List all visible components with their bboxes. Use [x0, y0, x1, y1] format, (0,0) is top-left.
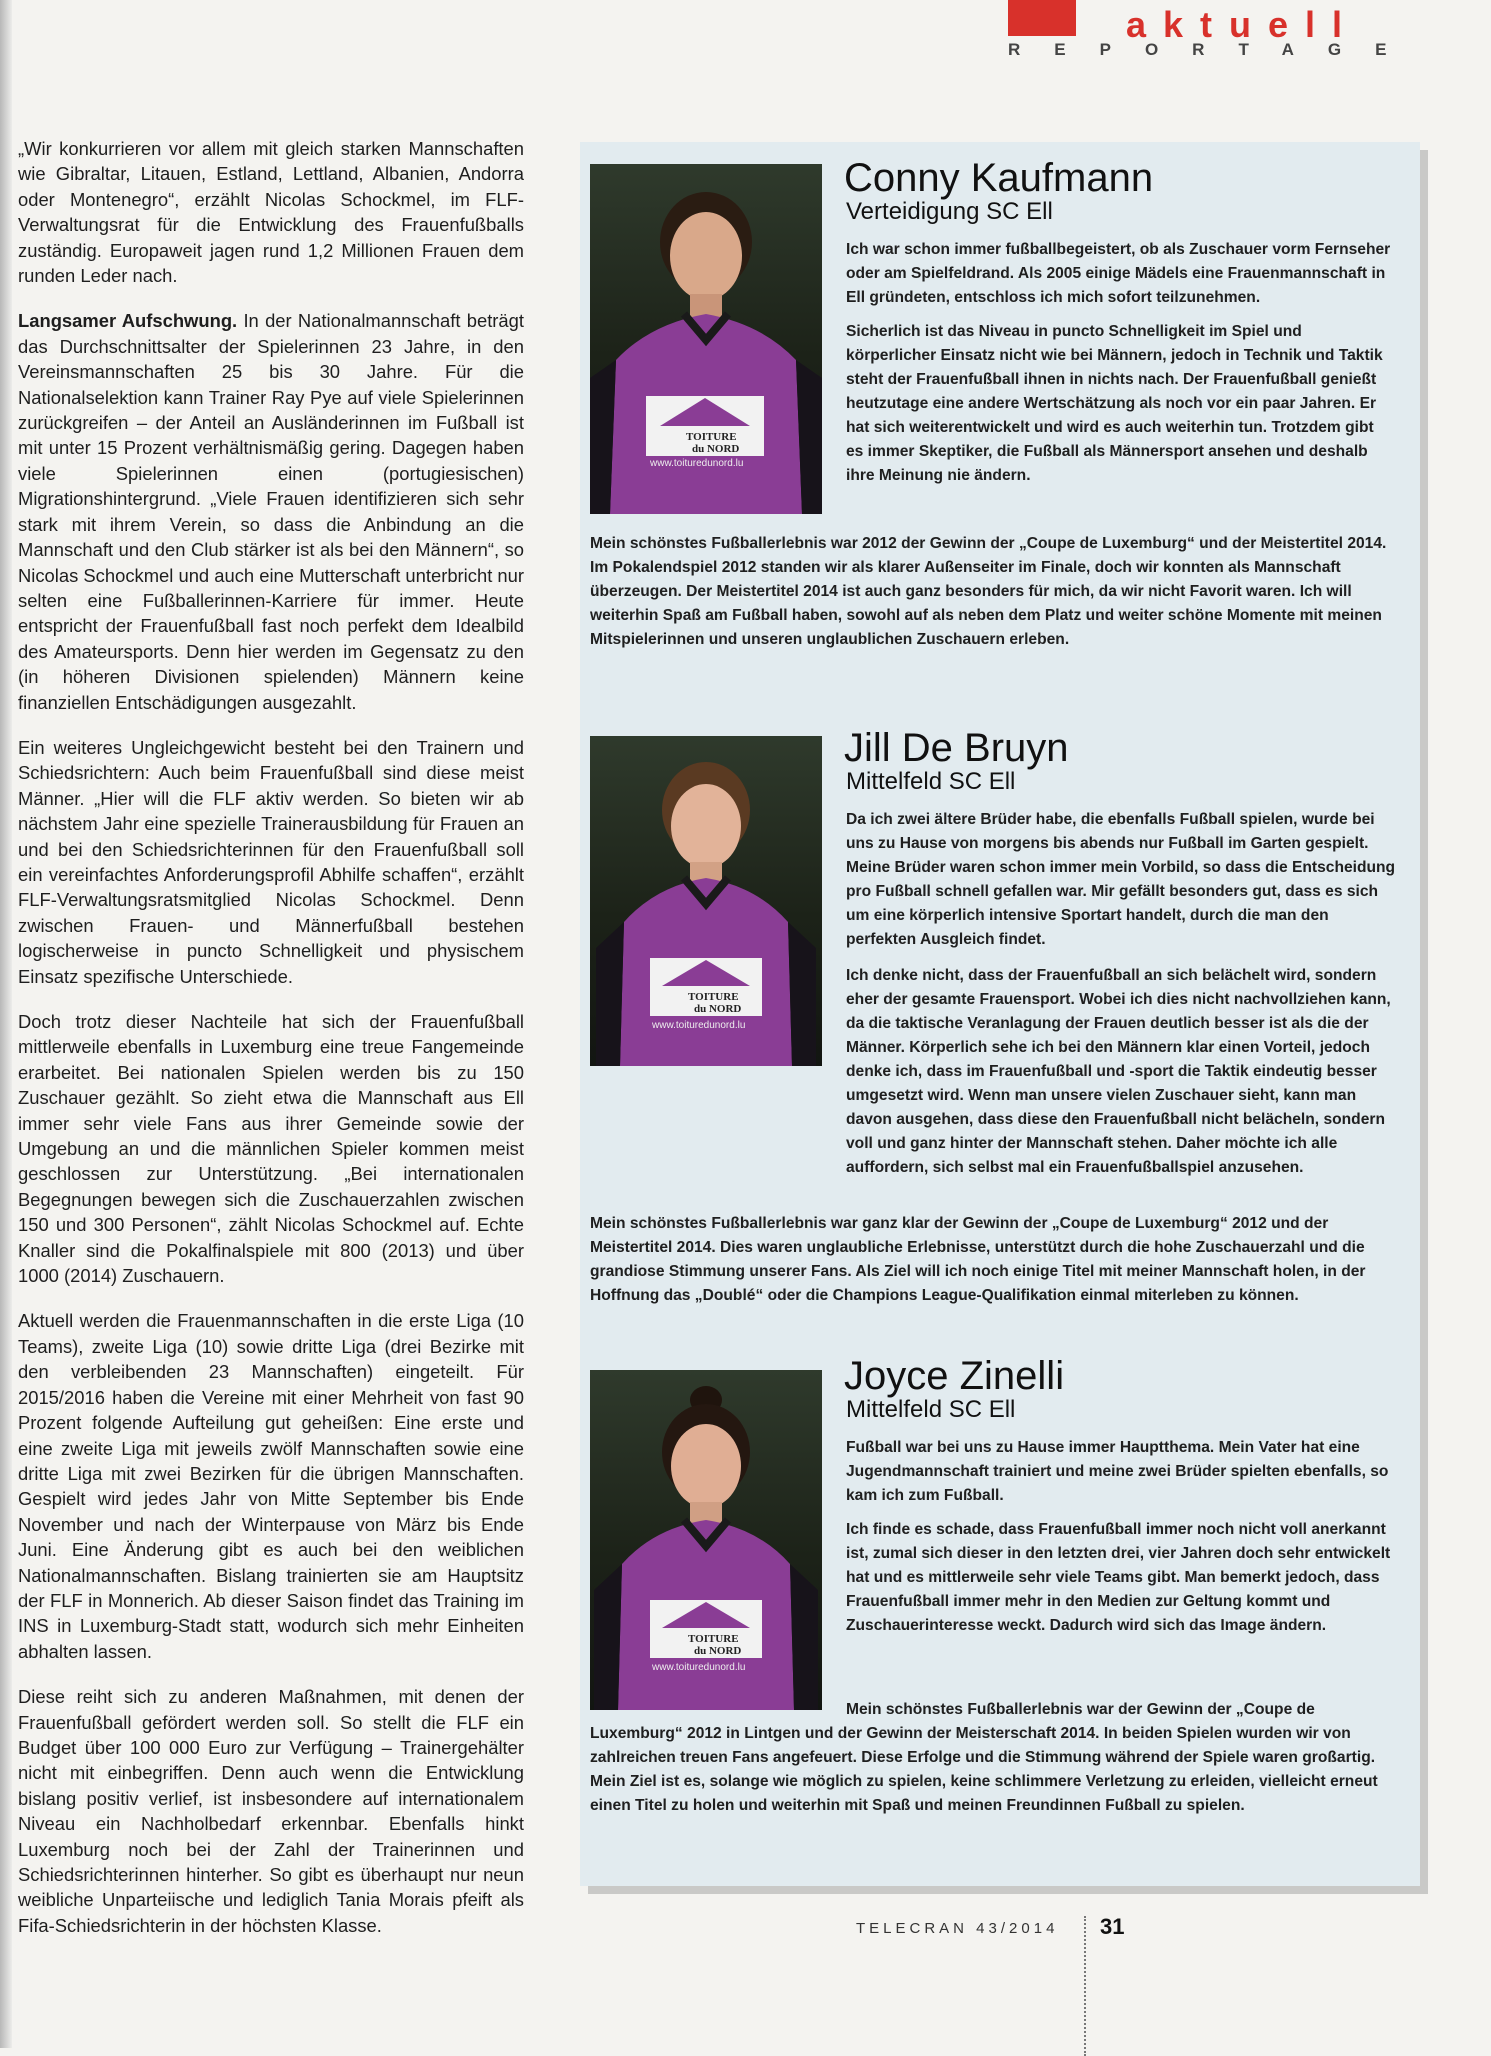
- profile-text-bottom: [590, 532, 1408, 662]
- paragraph-text: Doch trotz dieser Nachteile hat sich der Frauenfußball mittlerweile ebenfalls in Luxemburg eine treue Fangemeinde erarbeitet. Bei nationalen Spielen werden bis zu 150 Zuschauer gezählt. So zieht etwa die Mannschaft aus Ell immer sehr viele Fans aus ihrer Gemeinde sowie der Umgebung an und die männlichen Spieler kommen meist geschlossen zur Unterstützung. „Bei internationalen Begegnungen bewegen sich die Zuschauerzahlen zwischen 150 und 300 Personen“, zählt Nicolas Schockmel auf. Echte Knaller sind die Pokalfinalspiele mit 800 (2013) und über 1000 (2014) Zuschauern.: [18, 1011, 524, 1287]
- profile-paragraph: Fußball war bei uns zu Hause immer Hauptthema. Mein Vater hat eine Jugendmannschaft trainiert und meine zwei Brüder spielten ebenfalls, so kam ich zum Fußball.: [846, 1439, 1389, 1504]
- article-paragraph: [18, 308, 524, 715]
- paragraph-text: „Wir konkurrieren vor allem mit gleich starken Mannschaften wie Gibraltar, Litauen, Estland, Lettland, Albanien, Andorra oder Montenegro“, erzählt Nicolas Schockmel, im FLF-Verwaltungsrat für die Entwicklung des Frauenfußballs zuständig. Europaweit jagen rund 1,2 Millionen Frauen dem runden Leder nach.: [18, 138, 524, 287]
- profile-paragraph: Ich war schon immer fußballbegeistert, ob als Zuschauer vorm Fernseher oder am Spielfeldrand. Als 2005 einige Mädels eine Frauenmannschaft in Ell gründeten, entschloss ich mich sofort teilzunehmen.: [846, 241, 1391, 306]
- profile-paragraph: Ich finde es schade, dass Frauenfußball immer noch nicht voll anerkannt ist, zumal sich dieser in den letzten drei, vier Jahren doch sehr entwickelt hat und es mittlerweile sehr viele Teams gibt. Man bemerkt jedoch, dass Frauenfußball immer mehr in den Medien zur Geltung kommt und Zuschauerinteresse weckt. Dadurch wird sich das Image ändern.: [846, 1521, 1391, 1634]
- profile-paragraph: Mein schönstes Fußballerlebnis war ganz klar der Gewinn der „Coupe de Luxemburg“ 2012 und der Meistertitel 2014. Dies waren unglaubliche Erlebnisse, unterstützt durch die hohe Zuschauerzahl und die grandiose Stimmung unserer Fans. Als Ziel will ich noch einige Titel mit meiner Mannschaft holen, in der Hoffnung das „Doublé“ oder die Champions League-Qualifikation einmal miterleben zu können.: [590, 1215, 1366, 1304]
- profile-text-bottom: [590, 1698, 1408, 1828]
- paragraph-text: Aktuell werden die Frauenmannschaften in die erste Liga (10 Teams), zweite Liga (10) sowie dritte Liga (drei Bezirke mit den verbleibenden 23 Mannschaften) eingeteilt. Für 2015/2016 haben die Vereine mit einer Mehrheit von fast 90 Prozent folgende Aufteilung gut geheißen: Eine erste und eine zweite Liga mit jeweils zwölf Mannschaften sowie eine dritte Liga mit zwei Bezirken für die übrigen Mannschaften. Gespielt wird jedes Jahr von Mitte September bis Ende November und nach der Winterpause von März bis Ende Juni. Eine Änderung gibt es auch bei den weiblichen Nationalmannschaften. Bislang trainierten sie am Hauptsitz der FLF in Monnerich. Ab dieser Saison findet das Training im INS in Luxemburg-Stadt statt, wodurch sich mehr Einheiten abhalten lassen.: [18, 1310, 524, 1662]
- section-title: aktuell: [1126, 4, 1360, 45]
- player-role: Verteidigung SC Ell: [846, 198, 1053, 225]
- player-photo-illustration: [590, 164, 822, 514]
- sponsor-line2: du NORD: [694, 1003, 742, 1015]
- player-photo: [590, 736, 822, 1066]
- article-paragraph: [18, 136, 524, 288]
- sponsor-url: www.toituredunord.lu: [650, 458, 744, 469]
- section-color-block: [1008, 0, 1076, 36]
- player-role: Mittelfeld SC Ell: [846, 768, 1016, 795]
- footer-divider: [1084, 1916, 1086, 2056]
- player-name: Jill De Bruyn: [844, 726, 1069, 770]
- page-spine-shadow: [0, 0, 12, 2048]
- player-name: Conny Kaufmann: [844, 156, 1154, 200]
- page-number: 31: [1100, 1914, 1125, 1939]
- profile-text-middle: [846, 964, 1400, 1190]
- sponsor-line1: TOITURE: [688, 991, 739, 1003]
- profile-text-top: [846, 1436, 1400, 1648]
- paragraph-lead: Langsamer Aufschwung.: [18, 310, 238, 332]
- profile-text-top: [846, 238, 1394, 498]
- player-photo-illustration: [590, 1370, 822, 1710]
- profile-paragraph: Mein schönstes Fußballerlebnis war 2012 der Gewinn der „Coupe de Luxemburg“ und der Meistertitel 2014. Im Pokalendspiel 2012 standen wir als klarer Außenseiter im Finale, doch wir konnten als Mannschaft überzeugen. Der Meistertitel 2014 ist auch ganz besonders für mich, da wir nicht Favorit waren. Ich will weiterhin Spaß am Fußball haben, sowohl auf als neben dem Platz und weiter schöne Momente mit meinen Mitspielerinnen und unseren unglaublichen Zuschauern erleben.: [590, 535, 1387, 648]
- player-profiles-box: [580, 142, 1420, 1886]
- sponsor-line1: TOITURE: [686, 431, 737, 443]
- player-photo: [590, 164, 822, 514]
- sponsor-url: www.toituredunord.lu: [652, 1020, 746, 1031]
- magazine-issue: TELECRAN 43/2014: [856, 1920, 1059, 1937]
- sponsor-line2: du NORD: [692, 443, 740, 455]
- page-footer: [856, 1914, 1416, 1954]
- sponsor-line1: TOITURE: [688, 1633, 739, 1645]
- paragraph-text: In der Nationalmannschaft beträgt das Durchschnittsalter der Spielerinnen 23 Jahre, in den Vereinsmannschaften 25 bis 30 Jahre. Für die Nationalselektion kann Trainer Ray Pye auf viele Spielerinnen zurückgreifen – der Anteil an Ausländerinnen im Fußball ist mit unter 15 Prozent verhältnismäßig gering. Dagegen haben viele Spielerinnen einen (portugiesischen) Migrationshintergrund. „Viele Frauen identifizieren sich sehr stark mit ihrem Verein, so dass die Anbindung an die Mannschaft und den Club stärker ist als bei den Männern“, so Nicolas Schockmel und auch eine Mutterschaft unterbricht nur selten eine Fußballerinnen-Karriere für immer. Heute entspricht der Frauenfußball fast noch perfekt dem Idealbild des Amateursports. Denn hier werden im Gegensatz zu den (in höheren Divisionen spielenden) Männern keine finanziellen Entschädigungen ausgezahlt.: [18, 310, 525, 713]
- profile-paragraph: Sicherlich ist das Niveau in puncto Schnelligkeit im Spiel und körperlicher Einsatz nicht wie bei Männern, jedoch in Technik und Taktik steht der Frauenfußball ihnen in nichts nach. Der Frauenfußball genießt heutzutage eine andere Wertschätzung als noch vor ein paar Jahren. Er hat sich weiterentwickelt und wird es auch weiterhin tun. Trotzdem gibt es immer Skeptiker, die Fußball als Männersport ansehen und deshalb ihre Meinung nie ändern.: [846, 323, 1383, 484]
- player-role: Mittelfeld SC Ell: [846, 1396, 1016, 1423]
- player-photo: [590, 1370, 822, 1710]
- profile-text-top: [846, 808, 1400, 962]
- article-paragraph: [18, 1684, 524, 1938]
- player-photo-illustration: [590, 736, 822, 1066]
- player-name: Joyce Zinelli: [844, 1354, 1065, 1398]
- article-paragraph: [18, 1308, 524, 1664]
- paragraph-text: Ein weiteres Ungleichgewicht besteht bei den Trainern und Schiedsrichtern: Auch beim Frauenfußball sind diese meist Männer. „Hier will die FLF aktiv werden. So bieten wir ab nächstem Jahr eine spezielle Trainerausbildung für Frauen an und bei den Schiedsrichterinnen für den Frauenfußball soll ein vereinfachtes Anforderungsprofil Abhilfe schaffen“, erzählt FLF-Verwaltungsratsmitglied Nicolas Schockmel. Denn zwischen Frauen- und Männerfußball bestehen logischerweise in puncto Schnelligkeit und physischem Einsatz spezifische Unterschiede.: [18, 736, 524, 987]
- article-body: [18, 136, 524, 1958]
- sponsor-url: www.toituredunord.lu: [652, 1662, 746, 1673]
- article-paragraph: [18, 1009, 524, 1288]
- article-paragraph: [18, 735, 524, 989]
- section-subtitle: REPORTAGE: [1008, 40, 1421, 59]
- profile-paragraph: Ich denke nicht, dass der Frauenfußball an sich belächelt wird, sondern eher der gesamte Frauensport. Wobei ich dies nicht nachvollziehen kann, da die taktische Veranlagung der Frauen deutlich besser ist als die der Männer. Körperlich sehe ich bei den Männern klar einen Vorteil, jedoch denke ich, dass im Frauenfußball und -sport die Taktik eindeutig besser umgesetzt wird. Wenn man unsere vielen Zuschauer sieht, kann man davon ausgehen, dass diese den Frauenfußball nicht belächeln, sondern voll und ganz hinter der Mannschaft stehen. Daher möchte ich alle auffordern, sich selbst mal ein Frauenfußballspiel anzusehen.: [846, 967, 1391, 1176]
- profile-text-bottom: [590, 1212, 1408, 1318]
- paragraph-text: Diese reiht sich zu anderen Maßnahmen, mit denen der Frauenfußball gefördert werden soll. So stellt die FLF ein Budget über 100 000 Euro zur Verfügung – Trainergehälter nicht mit einbegriffen. Denn auch wenn die Entwicklung bislang positiv verlief, ist insbesondere auf internationalem Niveau ein Nachholbedarf erkennbar. Ebenfalls hinkt Luxemburg noch bei der Zahl der Trainerinnen und Schiedsrichterinnen hinterher. So gibt es überhaupt nur neun weibliche Unparteiische und lediglich Tania Morais pfeift als Fifa-Schiedsrichterin in der höchsten Klasse.: [18, 1686, 524, 1936]
- sponsor-line2: du NORD: [694, 1645, 742, 1657]
- profile-paragraph: Mein schönstes Fußballerlebnis war der Gewinn der „Coupe de Luxemburg“ 2012 in Lintgen und der Gewinn der Meisterschaft 2014. In beiden Spielen wurden wir von zahlreichen treuen Fans angefeuert. Diese Erfolge und die Stimmung während der Spiele waren großartig. Mein Ziel ist es, solange wie möglich zu spielen, keine schlimmere Verletzung zu erleiden, vielleicht erneut einen Titel zu holen und weiterhin mit Spaß und meinen Freundinnen Fußball zu spielen.: [590, 1701, 1378, 1814]
- profile-paragraph: Da ich zwei ältere Brüder habe, die ebenfalls Fußball spielen, wurde bei uns zu Hause von morgens bis abends nur Fußball im Garten gespielt. Meine Brüder waren schon immer mein Vorbild, so dass die Entscheidung pro Fußball schnell gefallen war. Mir gefällt besonders gut, dass es sich um eine körperlich intensive Sportart handelt, durch die man den perfekten Ausgleich findet.: [846, 811, 1396, 948]
